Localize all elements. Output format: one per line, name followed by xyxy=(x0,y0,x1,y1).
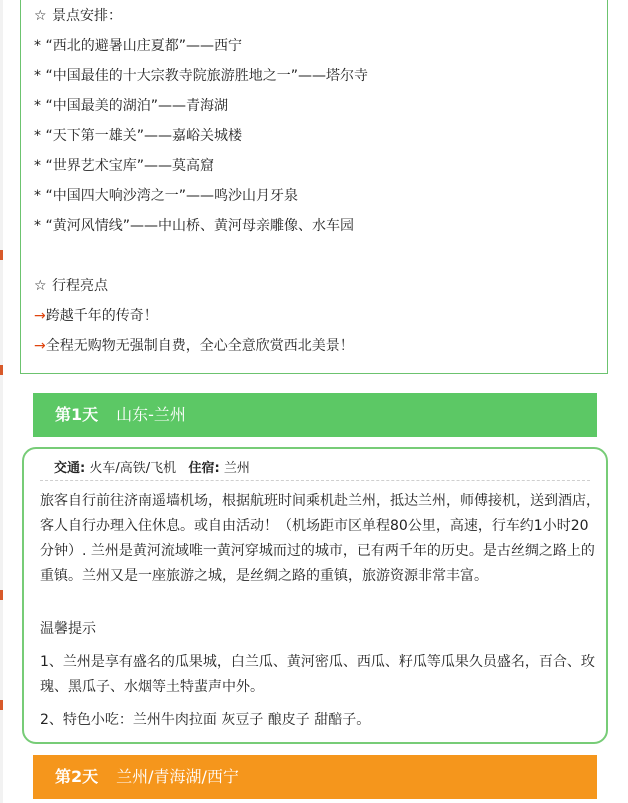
tip-item: 1、兰州是享有盛名的瓜果城，白兰瓜、黄河密瓜、西瓜、籽瓜等瓜果久员盛名，百合、玫瑰、黑瓜子、水烟等土特蜚声中外。 xyxy=(40,654,595,695)
arrow-right-icon: → xyxy=(34,338,46,354)
highlight-item: →全程无购物无强制自费，全心全意欣赏西北美景！ xyxy=(34,338,354,354)
day2-number: 第2天 xyxy=(55,767,99,786)
day1-info-row xyxy=(54,460,250,478)
attraction-item: * “世界艺术宝库”——莫高窟 xyxy=(34,158,214,174)
attraction-item: * “中国最美的湖泊”——青海湖 xyxy=(34,98,228,114)
transport-value: 火车/高铁/飞机 xyxy=(89,461,177,476)
attractions-box xyxy=(20,0,608,374)
attraction-item: * “天下第一雄关”——嘉峪关城楼 xyxy=(34,128,242,144)
attraction-item: * “西北的避暑山庄夏都”——西宁 xyxy=(34,38,242,54)
star-icon: ☆ xyxy=(34,8,47,24)
stay-label: 住宿: xyxy=(188,461,220,476)
day1-number: 第1天 xyxy=(55,405,99,424)
day1-route: 山东-兰州 xyxy=(116,405,186,424)
attraction-item: * “中国四大响沙湾之一”——鸣沙山月牙泉 xyxy=(34,188,298,204)
star-icon: ☆ xyxy=(34,278,47,294)
highlights-heading: ☆ 行程亮点 xyxy=(34,278,108,294)
attraction-item: * “黄河风情线”——中山桥、黄河母亲雕像、水车园 xyxy=(34,218,354,234)
tip-item: 2、特色小吃：兰州牛肉拉面 灰豆子 酿皮子 甜醅子。 xyxy=(40,712,371,728)
day2-header xyxy=(33,755,597,799)
day1-card xyxy=(22,447,608,744)
stay-value: 兰州 xyxy=(223,461,250,476)
transport-label: 交通: xyxy=(54,461,86,476)
day1-description: 旅客自行前往济南遥墙机场，根据航班时间乘机赴兰州，抵达兰州，师傅接机，送到酒店，客人自行办理入住休息。或自由活动！（机场距市区单程80公里，高速，行车约1小时20分钟）. 兰州是黄河流域唯一黄河穿城而过的城市，已有两千年的历史。是古丝绸之路上的重镇。兰州又是一座旅游之城，是丝绸之路的重镇，旅游资源非常丰富。 xyxy=(40,493,600,584)
highlight-item: →跨越千年的传奇！ xyxy=(34,308,158,324)
day1-header xyxy=(33,393,597,437)
tips-title: 温馨提示 xyxy=(40,621,96,637)
divider xyxy=(40,480,590,481)
arrow-right-icon: → xyxy=(34,308,46,324)
attractions-heading: ☆ 景点安排： xyxy=(34,8,122,24)
left-page-edge xyxy=(0,0,3,803)
day2-route: 兰州/青海湖/西宁 xyxy=(116,767,239,786)
attraction-item: * “中国最佳的十大宗教寺院旅游胜地之一”——塔尔寺 xyxy=(34,68,368,84)
